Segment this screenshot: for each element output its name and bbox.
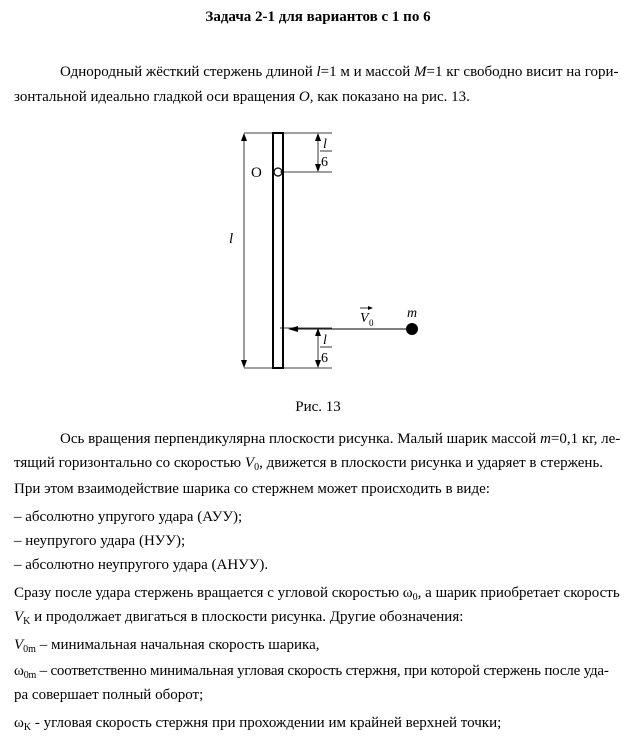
fraction-bottom-denominator: 6 bbox=[321, 351, 328, 366]
label-l: l bbox=[229, 231, 234, 247]
figure-caption: Рис. 13 bbox=[295, 399, 341, 415]
fraction-bottom-numerator: l bbox=[323, 333, 327, 348]
paragraph-1-line-2: зонтальной идеально гладкой оси вращения O, как показано на рис. 13. bbox=[14, 89, 470, 105]
paragraph-2-line-2: тящий горизонтально со скоростью $V_0$, движется в плоскости рисунка и ударяет в стержень. bbox=[14, 455, 604, 473]
page-title: Задача 2-1 для вариантов с 1 по 6 bbox=[205, 9, 431, 25]
label-O: O bbox=[251, 165, 262, 181]
paragraph-3-line-1: Сразу после удара стержень вращается с угловой скоростью $\omega_0$, а шарик приобретает скорость bbox=[14, 585, 620, 603]
definition-omega0m-continued: ра совершает полный оборот; bbox=[14, 687, 204, 703]
label-m: m bbox=[407, 306, 418, 321]
ball bbox=[406, 323, 418, 335]
list-item-1: – абсолютно упругого удара (АУУ); bbox=[14, 509, 243, 525]
list-item-2: – неупругого удара (НУУ); bbox=[14, 533, 186, 549]
paragraph-2-line-3: При этом взаимодействие шарика со стержнем может происходить в виде: bbox=[14, 481, 490, 497]
definition-V0m: $V_{0m}$ – минимальная начальная скорость шарика, bbox=[14, 637, 320, 655]
paragraph-3-line-2: $V_K$ и продолжает двигаться в плоскости рисунка. Другие обозначения: bbox=[14, 609, 464, 627]
fraction-top-numerator: l bbox=[323, 137, 327, 152]
label-V: V bbox=[360, 311, 369, 326]
figure-13 bbox=[220, 128, 430, 378]
paragraph-2-line-1: Ось вращения перпендикулярна плоскости рисунка. Малый шарик массой m=0,1 кг, ле- bbox=[60, 431, 621, 447]
definition-omegaK: $\omega_K$ - угловая скорость стержня при прохождении им крайней верхней точки; bbox=[14, 715, 502, 733]
definition-omega0m: $\omega_{0m}$ – соответственно минимальная угловая скорость стержня, при которой стержень после уда- bbox=[14, 663, 609, 681]
list-item-3: – абсолютно неупругого удара (АНУУ). bbox=[14, 557, 269, 573]
fraction-top-denominator: 6 bbox=[321, 155, 328, 170]
label-V-subscript: 0 bbox=[369, 318, 374, 328]
paragraph-1-line-1: Однородный жёсткий стержень длиной l=1 м и массой M=1 кг свободно висит на гори- bbox=[60, 64, 619, 80]
